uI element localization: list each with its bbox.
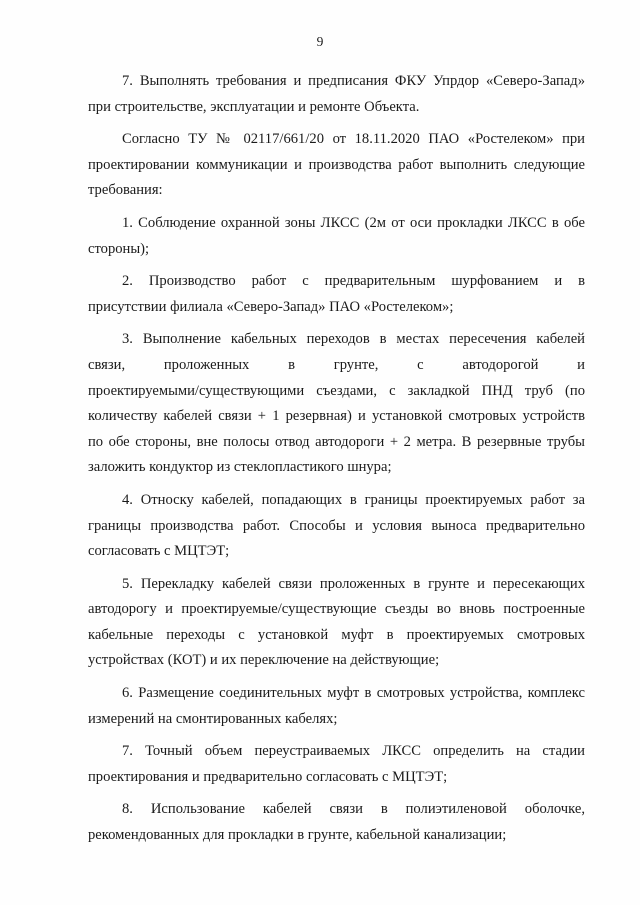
text-line: автодорогу и проектируемые/существующие съезды во вновь построенные [88, 601, 585, 618]
text-line: кабельные переходы с установкой муфт в проектируемых смотровых [88, 626, 585, 643]
paragraph [88, 797, 585, 848]
text-line: 7. Точный объем переустраиваемых ЛКСС определить на стадии [122, 743, 585, 760]
text-line: проектирования и предварительно согласовать с МЦТЭТ; [88, 768, 448, 785]
document-body [88, 69, 585, 856]
paragraph [88, 572, 585, 674]
paragraph [88, 327, 585, 481]
paragraph [88, 269, 585, 320]
text-line: присутствии филиала «Северо-Запад» ПАО «Ростелеком»; [88, 298, 454, 315]
text-line: по обе стороны, вне полосы отвод автодороги + 2 метра. В резервные трубы [88, 433, 585, 450]
paragraph [88, 69, 585, 120]
paragraph [88, 488, 585, 565]
text-line: проектируемыми/существующими съездами, с закладкой ПНД труб (по [88, 382, 585, 399]
text-line: Согласно ТУ № 02117/661/20 от 18.11.2020 ПАО «Ростелеком» при [122, 131, 585, 148]
paragraph [88, 681, 585, 732]
text-line: стороны); [88, 240, 150, 257]
text-line: проектировании коммуникации и производства работ выполнить следующие [88, 156, 585, 173]
text-line: связи, проложенных в грунте, с автодорогой и [88, 356, 585, 373]
paragraph [88, 211, 585, 262]
text-line: 7. Выполнять требования и предписания ФКУ Упрдор «Северо-Запад» [122, 73, 585, 89]
text-line: 3. Выполнение кабельных переходов в местах пересечения кабелей [122, 331, 585, 348]
text-line: 1. Соблюдение охранной зоны ЛКСС (2м от оси прокладки ЛКСС в обе [122, 214, 585, 231]
paragraph [88, 739, 585, 790]
page-number: 9 [316, 34, 324, 49]
text-line: 8. Использование кабелей связи в полиэтиленовой оболочке, [122, 801, 585, 818]
text-line: требования: [88, 182, 163, 199]
text-line: 4. Относку кабелей, попадающих в границы проектируемых работ за [122, 491, 585, 508]
paragraph [88, 127, 585, 204]
text-line: заложить кондуктор из стеклопластикого шнура; [88, 459, 392, 476]
text-line: границы производства работ. Способы и условия выноса предварительно [88, 517, 585, 534]
text-line: устройствах (КОТ) и их переключение на действующие; [88, 652, 440, 669]
text-line: рекомендованных для прокладки в грунте, кабельной канализации; [88, 827, 507, 844]
text-line: 2. Производство работ с предварительным шурфованием и в [122, 273, 585, 290]
text-line: согласовать с МЦТЭТ; [88, 543, 230, 560]
text-line: 5. Перекладку кабелей связи проложенных в грунте и пересекающих [122, 575, 585, 592]
text-line: количеству кабелей связи + 1 резервная) и установкой смотровых устройств [88, 408, 585, 425]
text-line: измерений на смонтированных кабелях; [88, 710, 338, 727]
text-line: 6. Размещение соединительных муфт в смотровых устройства, комплекс [122, 685, 585, 702]
text-line: при строительстве, эксплуатации и ремонте Объекта. [88, 98, 420, 115]
